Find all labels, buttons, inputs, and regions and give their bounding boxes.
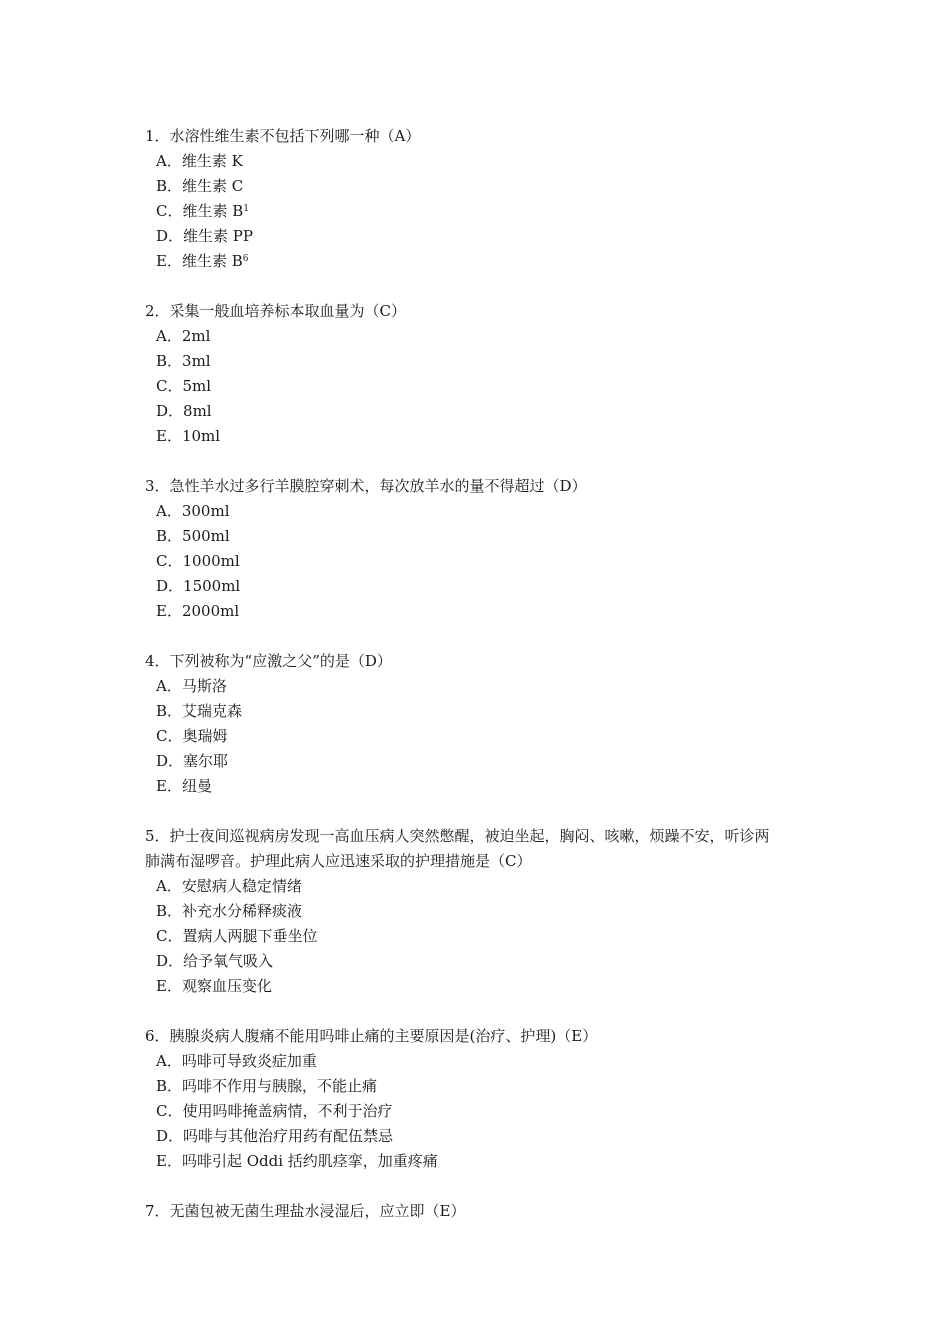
option-text: 吗啡引起 Oddi 括约肌痉挛，加重疼痛 bbox=[181, 1152, 438, 1170]
option-label: B． bbox=[156, 1077, 183, 1095]
option-item bbox=[145, 549, 815, 574]
option-label: E． bbox=[156, 427, 182, 445]
option-text: 吗啡与其他治疗用药有配伍禁忌 bbox=[183, 1127, 394, 1145]
option-label: D． bbox=[156, 952, 184, 970]
option-label: B． bbox=[156, 902, 183, 920]
option-text: 10ml bbox=[181, 427, 221, 445]
option-item bbox=[145, 424, 815, 449]
question-block bbox=[145, 299, 815, 449]
option-label: E． bbox=[156, 602, 182, 620]
question-text bbox=[145, 1024, 815, 1049]
option-label: D． bbox=[156, 227, 184, 245]
option-text: 纽曼 bbox=[181, 777, 212, 795]
question-stem: 5．护士夜间巡视病房发现一高血压病人突然憋醒，被迫坐起，胸闷、咳嗽，烦躁不安，听诊两 肺满布湿啰音。护理此病人应迅速采取的护理措施是 bbox=[145, 827, 770, 870]
option-text: 使用吗啡掩盖病情，不利于治疗 bbox=[182, 1102, 393, 1120]
option-label: E． bbox=[156, 1152, 182, 1170]
option-label: C． bbox=[156, 202, 183, 220]
option-item bbox=[145, 499, 815, 524]
option-item bbox=[145, 149, 815, 174]
question-answer: （C） bbox=[490, 852, 532, 870]
question-stem: 4．下列被称为“应激之父”的是 bbox=[145, 652, 350, 670]
option-label: B． bbox=[156, 702, 183, 720]
question-text bbox=[145, 824, 815, 874]
question-text bbox=[145, 1199, 815, 1224]
option-label: C． bbox=[156, 377, 183, 395]
question-stem: 6．胰腺炎病人腹痛不能用吗啡止痛的主要原因是(治疗、护理) bbox=[145, 1027, 557, 1045]
option-label: E． bbox=[156, 977, 182, 995]
question-text bbox=[145, 649, 815, 674]
question-answer: （C） bbox=[364, 302, 407, 320]
option-text: 补充水分稀释痰液 bbox=[182, 902, 303, 920]
option-superscript: 1 bbox=[243, 204, 250, 214]
option-item bbox=[145, 699, 815, 724]
question-stem: 1．水溶性维生素不包括下列哪一种 bbox=[145, 127, 380, 145]
option-label: A． bbox=[156, 152, 182, 170]
option-label: A． bbox=[156, 677, 182, 695]
option-text: 3ml bbox=[182, 352, 211, 370]
question-stem: 2．采集一般血培养标本取血量为 bbox=[145, 302, 365, 320]
option-label: B． bbox=[156, 527, 183, 545]
option-item bbox=[145, 174, 815, 199]
question-block bbox=[145, 1024, 815, 1174]
option-label: E． bbox=[156, 252, 182, 270]
option-item bbox=[145, 1149, 815, 1174]
question-text bbox=[145, 474, 815, 499]
option-item bbox=[145, 974, 815, 999]
option-text: 塞尔耶 bbox=[183, 752, 229, 770]
question-text bbox=[145, 124, 815, 149]
option-label: A． bbox=[156, 502, 182, 520]
option-item bbox=[145, 874, 815, 899]
question-answer: （E） bbox=[556, 1027, 598, 1045]
option-superscript: 6 bbox=[242, 254, 249, 264]
option-text: 维生素 B bbox=[182, 202, 244, 220]
question-block bbox=[145, 649, 815, 799]
option-text: 2000ml bbox=[181, 602, 240, 620]
option-text: 奥瑞姆 bbox=[182, 727, 228, 745]
option-text: 5ml bbox=[182, 377, 212, 395]
option-text: 维生素 B bbox=[181, 252, 243, 270]
question-answer: （D） bbox=[544, 477, 587, 495]
question-text bbox=[145, 299, 815, 324]
question-block bbox=[145, 474, 815, 624]
option-item bbox=[145, 674, 815, 699]
option-item bbox=[145, 774, 815, 799]
option-item bbox=[145, 1099, 815, 1124]
question-block bbox=[145, 124, 815, 274]
option-text: 维生素 PP bbox=[183, 227, 253, 245]
question-stem: 3．急性羊水过多行羊膜腔穿刺术，每次放羊水的量不得超过 bbox=[145, 477, 545, 495]
option-text: 1500ml bbox=[183, 577, 241, 595]
option-text: 维生素 K bbox=[181, 152, 243, 170]
option-text: 置病人两腿下垂坐位 bbox=[182, 927, 318, 945]
option-label: D． bbox=[156, 1127, 184, 1145]
option-label: C． bbox=[156, 727, 183, 745]
option-label: A． bbox=[156, 1052, 182, 1070]
option-label: D． bbox=[156, 752, 184, 770]
option-item bbox=[145, 574, 815, 599]
option-label: C． bbox=[156, 552, 183, 570]
option-text: 给予氧气吸入 bbox=[183, 952, 274, 970]
option-text: 观察血压变化 bbox=[181, 977, 272, 995]
option-text: 艾瑞克森 bbox=[182, 702, 243, 720]
option-item bbox=[145, 399, 815, 424]
option-label: E． bbox=[156, 777, 182, 795]
option-item bbox=[145, 1074, 815, 1099]
question-stem: 7．无菌包被无菌生理盐水浸湿后，应立即 bbox=[145, 1202, 425, 1220]
option-label: B． bbox=[156, 352, 183, 370]
option-label: B． bbox=[156, 177, 183, 195]
option-item bbox=[145, 949, 815, 974]
option-item bbox=[145, 724, 815, 749]
option-item bbox=[145, 199, 815, 224]
option-item bbox=[145, 599, 815, 624]
option-text: 1000ml bbox=[182, 552, 240, 570]
option-label: D． bbox=[156, 577, 184, 595]
option-item bbox=[145, 1049, 815, 1074]
option-text: 300ml bbox=[181, 502, 230, 520]
question-block bbox=[145, 1199, 815, 1224]
option-item bbox=[145, 524, 815, 549]
option-label: C． bbox=[156, 927, 183, 945]
option-item bbox=[145, 224, 815, 249]
option-item bbox=[145, 349, 815, 374]
option-label: D． bbox=[156, 402, 184, 420]
option-text: 安慰病人稳定情绪 bbox=[181, 877, 302, 895]
question-answer: （A） bbox=[379, 127, 421, 145]
option-text: 8ml bbox=[183, 402, 212, 420]
option-label: A． bbox=[156, 877, 182, 895]
option-item bbox=[145, 899, 815, 924]
question-block bbox=[145, 824, 815, 999]
option-item bbox=[145, 374, 815, 399]
option-label: A． bbox=[156, 327, 182, 345]
option-text: 吗啡可导致炎症加重 bbox=[181, 1052, 317, 1070]
option-text: 500ml bbox=[182, 527, 230, 545]
option-item bbox=[145, 324, 815, 349]
question-answer: （D） bbox=[349, 652, 392, 670]
option-item bbox=[145, 924, 815, 949]
option-item bbox=[145, 1124, 815, 1149]
option-item bbox=[145, 249, 815, 274]
option-item bbox=[145, 749, 815, 774]
option-text: 维生素 C bbox=[182, 177, 244, 195]
option-text: 吗啡不作用与胰腺，不能止痛 bbox=[182, 1077, 378, 1095]
option-text: 马斯洛 bbox=[181, 677, 227, 695]
question-list bbox=[145, 124, 815, 1249]
question-answer: （E） bbox=[424, 1202, 466, 1220]
option-text: 2ml bbox=[181, 327, 211, 345]
option-label: C． bbox=[156, 1102, 183, 1120]
